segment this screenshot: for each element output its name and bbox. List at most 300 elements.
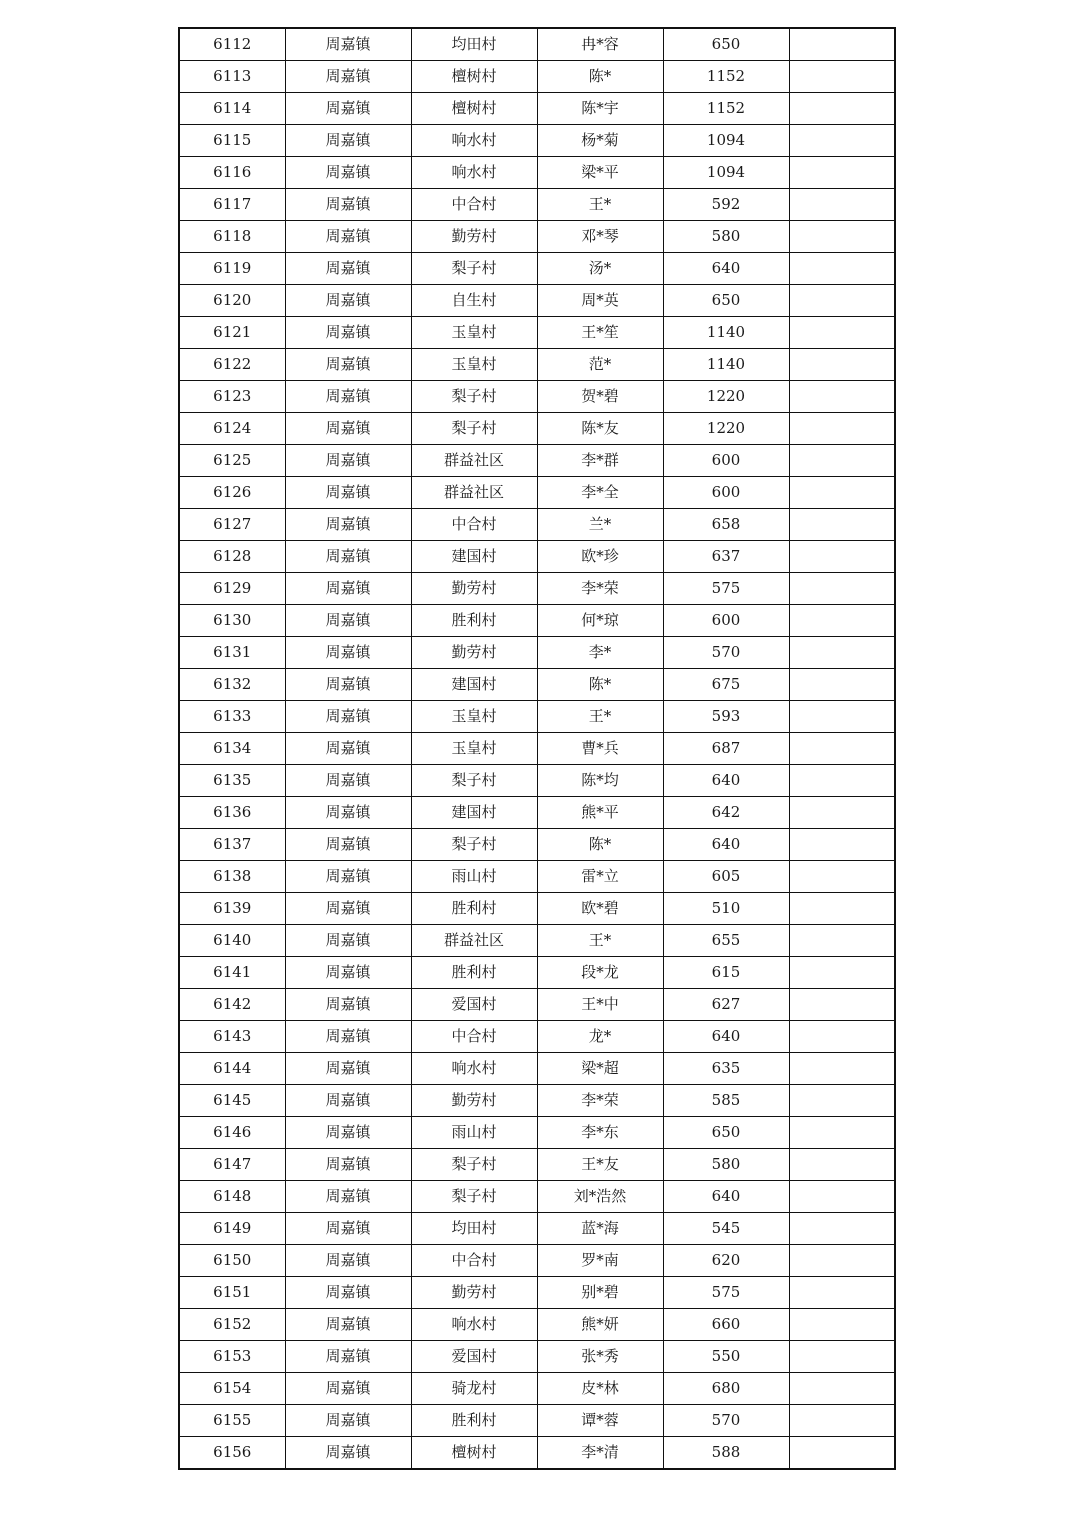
table-row [179, 285, 895, 317]
amount-cell: 1094 [663, 125, 789, 157]
town-cell: 周嘉镇 [285, 925, 411, 957]
row-number-cell: 6153 [179, 1341, 285, 1373]
row-number-cell: 6113 [179, 61, 285, 93]
name-cell: 皮*林 [537, 1373, 663, 1405]
village-cell: 梨子村 [411, 381, 537, 413]
town-cell: 周嘉镇 [285, 573, 411, 605]
note-cell [789, 445, 895, 477]
name-cell: 何*琼 [537, 605, 663, 637]
name-cell: 李*荣 [537, 573, 663, 605]
table-row [179, 253, 895, 285]
name-cell: 罗*南 [537, 1245, 663, 1277]
note-cell [789, 509, 895, 541]
row-number-cell: 6148 [179, 1181, 285, 1213]
town-cell: 周嘉镇 [285, 28, 411, 61]
row-number-cell: 6147 [179, 1149, 285, 1181]
town-cell: 周嘉镇 [285, 253, 411, 285]
name-cell: 熊*妍 [537, 1309, 663, 1341]
amount-cell: 650 [663, 1117, 789, 1149]
name-cell: 贺*碧 [537, 381, 663, 413]
note-cell [789, 1181, 895, 1213]
town-cell: 周嘉镇 [285, 445, 411, 477]
table-row [179, 477, 895, 509]
name-cell: 李* [537, 637, 663, 669]
name-cell: 王*笙 [537, 317, 663, 349]
name-cell: 龙* [537, 1021, 663, 1053]
row-number-cell: 6144 [179, 1053, 285, 1085]
note-cell [789, 189, 895, 221]
amount-cell: 580 [663, 1149, 789, 1181]
note-cell [789, 285, 895, 317]
amount-cell: 640 [663, 829, 789, 861]
row-number-cell: 6156 [179, 1437, 285, 1470]
village-cell: 梨子村 [411, 253, 537, 285]
table-row [179, 989, 895, 1021]
table-row [179, 573, 895, 605]
row-number-cell: 6136 [179, 797, 285, 829]
amount-cell: 635 [663, 1053, 789, 1085]
amount-cell: 600 [663, 605, 789, 637]
village-cell: 建国村 [411, 669, 537, 701]
note-cell [789, 1213, 895, 1245]
village-cell: 檀树村 [411, 1437, 537, 1470]
note-cell [789, 157, 895, 189]
name-cell: 李*荣 [537, 1085, 663, 1117]
amount-cell: 650 [663, 28, 789, 61]
town-cell: 周嘉镇 [285, 1277, 411, 1309]
name-cell: 蓝*海 [537, 1213, 663, 1245]
note-cell [789, 1373, 895, 1405]
table-row [179, 381, 895, 413]
name-cell: 王*中 [537, 989, 663, 1021]
amount-cell: 658 [663, 509, 789, 541]
row-number-cell: 6150 [179, 1245, 285, 1277]
row-number-cell: 6119 [179, 253, 285, 285]
table-row [179, 701, 895, 733]
village-cell: 勤劳村 [411, 573, 537, 605]
table-row [179, 1373, 895, 1405]
amount-cell: 1220 [663, 381, 789, 413]
table-row [179, 445, 895, 477]
table-row [179, 1149, 895, 1181]
name-cell: 范* [537, 349, 663, 381]
village-cell: 群益社区 [411, 925, 537, 957]
table-row [179, 1277, 895, 1309]
village-cell: 玉皇村 [411, 317, 537, 349]
amount-cell: 550 [663, 1341, 789, 1373]
table-row [179, 1021, 895, 1053]
table-row [179, 925, 895, 957]
village-cell: 梨子村 [411, 413, 537, 445]
town-cell: 周嘉镇 [285, 413, 411, 445]
name-cell: 梁*超 [537, 1053, 663, 1085]
amount-cell: 640 [663, 1181, 789, 1213]
name-cell: 陈*友 [537, 413, 663, 445]
village-cell: 梨子村 [411, 1149, 537, 1181]
town-cell: 周嘉镇 [285, 477, 411, 509]
row-number-cell: 6122 [179, 349, 285, 381]
note-cell [789, 61, 895, 93]
town-cell: 周嘉镇 [285, 1085, 411, 1117]
town-cell: 周嘉镇 [285, 541, 411, 573]
village-cell: 勤劳村 [411, 221, 537, 253]
amount-cell: 545 [663, 1213, 789, 1245]
note-cell [789, 765, 895, 797]
village-cell: 群益社区 [411, 477, 537, 509]
village-cell: 檀树村 [411, 61, 537, 93]
village-cell: 爱国村 [411, 989, 537, 1021]
town-cell: 周嘉镇 [285, 1373, 411, 1405]
amount-cell: 510 [663, 893, 789, 925]
name-cell: 杨*菊 [537, 125, 663, 157]
table-row [179, 1341, 895, 1373]
village-cell: 勤劳村 [411, 1277, 537, 1309]
village-cell: 雨山村 [411, 861, 537, 893]
beneficiary-table [178, 27, 896, 1470]
note-cell [789, 317, 895, 349]
town-cell: 周嘉镇 [285, 349, 411, 381]
village-cell: 群益社区 [411, 445, 537, 477]
name-cell: 王* [537, 925, 663, 957]
note-cell [789, 989, 895, 1021]
table-row [179, 1405, 895, 1437]
town-cell: 周嘉镇 [285, 509, 411, 541]
table-row [179, 605, 895, 637]
name-cell: 谭*蓉 [537, 1405, 663, 1437]
table-row [179, 861, 895, 893]
amount-cell: 615 [663, 957, 789, 989]
amount-cell: 575 [663, 573, 789, 605]
row-number-cell: 6120 [179, 285, 285, 317]
row-number-cell: 6152 [179, 1309, 285, 1341]
name-cell: 兰* [537, 509, 663, 541]
table-row [179, 1085, 895, 1117]
note-cell [789, 1021, 895, 1053]
amount-cell: 570 [663, 637, 789, 669]
table-row [179, 1309, 895, 1341]
town-cell: 周嘉镇 [285, 669, 411, 701]
town-cell: 周嘉镇 [285, 1341, 411, 1373]
note-cell [789, 541, 895, 573]
row-number-cell: 6114 [179, 93, 285, 125]
village-cell: 檀树村 [411, 93, 537, 125]
table-row [179, 669, 895, 701]
note-cell [789, 957, 895, 989]
table-row [179, 349, 895, 381]
note-cell [789, 701, 895, 733]
village-cell: 响水村 [411, 1309, 537, 1341]
amount-cell: 600 [663, 477, 789, 509]
row-number-cell: 6143 [179, 1021, 285, 1053]
name-cell: 王*友 [537, 1149, 663, 1181]
row-number-cell: 6141 [179, 957, 285, 989]
row-number-cell: 6124 [179, 413, 285, 445]
amount-cell: 580 [663, 221, 789, 253]
village-cell: 均田村 [411, 28, 537, 61]
amount-cell: 570 [663, 1405, 789, 1437]
town-cell: 周嘉镇 [285, 1245, 411, 1277]
row-number-cell: 6140 [179, 925, 285, 957]
village-cell: 均田村 [411, 1213, 537, 1245]
village-cell: 玉皇村 [411, 349, 537, 381]
row-number-cell: 6118 [179, 221, 285, 253]
note-cell [789, 125, 895, 157]
name-cell: 陈* [537, 61, 663, 93]
name-cell: 陈* [537, 669, 663, 701]
village-cell: 建国村 [411, 541, 537, 573]
name-cell: 雷*立 [537, 861, 663, 893]
name-cell: 王* [537, 701, 663, 733]
amount-cell: 680 [663, 1373, 789, 1405]
row-number-cell: 6129 [179, 573, 285, 605]
town-cell: 周嘉镇 [285, 1117, 411, 1149]
row-number-cell: 6135 [179, 765, 285, 797]
table-row [179, 189, 895, 221]
town-cell: 周嘉镇 [285, 701, 411, 733]
town-cell: 周嘉镇 [285, 317, 411, 349]
row-number-cell: 6115 [179, 125, 285, 157]
town-cell: 周嘉镇 [285, 1149, 411, 1181]
table-row [179, 637, 895, 669]
row-number-cell: 6123 [179, 381, 285, 413]
town-cell: 周嘉镇 [285, 1181, 411, 1213]
row-number-cell: 6116 [179, 157, 285, 189]
note-cell [789, 253, 895, 285]
amount-cell: 1152 [663, 61, 789, 93]
row-number-cell: 6131 [179, 637, 285, 669]
village-cell: 响水村 [411, 125, 537, 157]
row-number-cell: 6137 [179, 829, 285, 861]
table-row [179, 221, 895, 253]
note-cell [789, 829, 895, 861]
town-cell: 周嘉镇 [285, 1213, 411, 1245]
amount-cell: 588 [663, 1437, 789, 1470]
amount-cell: 637 [663, 541, 789, 573]
table-row [179, 541, 895, 573]
town-cell: 周嘉镇 [285, 605, 411, 637]
name-cell: 熊*平 [537, 797, 663, 829]
name-cell: 邓*琴 [537, 221, 663, 253]
note-cell [789, 605, 895, 637]
town-cell: 周嘉镇 [285, 829, 411, 861]
village-cell: 梨子村 [411, 829, 537, 861]
name-cell: 王* [537, 189, 663, 221]
town-cell: 周嘉镇 [285, 733, 411, 765]
note-cell [789, 733, 895, 765]
row-number-cell: 6138 [179, 861, 285, 893]
table-row [179, 1053, 895, 1085]
table-row [179, 1245, 895, 1277]
village-cell: 中合村 [411, 509, 537, 541]
town-cell: 周嘉镇 [285, 1053, 411, 1085]
table-row [179, 61, 895, 93]
amount-cell: 620 [663, 1245, 789, 1277]
note-cell [789, 349, 895, 381]
table-row [179, 157, 895, 189]
table-row [179, 733, 895, 765]
table-row [179, 93, 895, 125]
note-cell [789, 1053, 895, 1085]
village-cell: 爱国村 [411, 1341, 537, 1373]
village-cell: 梨子村 [411, 1181, 537, 1213]
town-cell: 周嘉镇 [285, 125, 411, 157]
village-cell: 玉皇村 [411, 701, 537, 733]
village-cell: 骑龙村 [411, 1373, 537, 1405]
note-cell [789, 925, 895, 957]
name-cell: 冉*容 [537, 28, 663, 61]
name-cell: 李*全 [537, 477, 663, 509]
note-cell [789, 381, 895, 413]
name-cell: 刘*浩然 [537, 1181, 663, 1213]
town-cell: 周嘉镇 [285, 1405, 411, 1437]
village-cell: 中合村 [411, 1021, 537, 1053]
amount-cell: 650 [663, 285, 789, 317]
village-cell: 胜利村 [411, 1405, 537, 1437]
village-cell: 雨山村 [411, 1117, 537, 1149]
row-number-cell: 6146 [179, 1117, 285, 1149]
table-row [179, 957, 895, 989]
name-cell: 李*清 [537, 1437, 663, 1470]
town-cell: 周嘉镇 [285, 221, 411, 253]
note-cell [789, 1117, 895, 1149]
town-cell: 周嘉镇 [285, 893, 411, 925]
note-cell [789, 28, 895, 61]
note-cell [789, 1245, 895, 1277]
name-cell: 陈*均 [537, 765, 663, 797]
village-cell: 胜利村 [411, 957, 537, 989]
note-cell [789, 861, 895, 893]
village-cell: 中合村 [411, 189, 537, 221]
row-number-cell: 6130 [179, 605, 285, 637]
row-number-cell: 6112 [179, 28, 285, 61]
note-cell [789, 797, 895, 829]
note-cell [789, 893, 895, 925]
amount-cell: 592 [663, 189, 789, 221]
note-cell [789, 573, 895, 605]
row-number-cell: 6134 [179, 733, 285, 765]
town-cell: 周嘉镇 [285, 1437, 411, 1470]
row-number-cell: 6155 [179, 1405, 285, 1437]
town-cell: 周嘉镇 [285, 989, 411, 1021]
village-cell: 自生村 [411, 285, 537, 317]
amount-cell: 640 [663, 253, 789, 285]
note-cell [789, 1405, 895, 1437]
name-cell: 周*英 [537, 285, 663, 317]
amount-cell: 1140 [663, 317, 789, 349]
village-cell: 胜利村 [411, 893, 537, 925]
amount-cell: 627 [663, 989, 789, 1021]
village-cell: 中合村 [411, 1245, 537, 1277]
note-cell [789, 1277, 895, 1309]
amount-cell: 642 [663, 797, 789, 829]
village-cell: 响水村 [411, 157, 537, 189]
table-row [179, 125, 895, 157]
row-number-cell: 6132 [179, 669, 285, 701]
note-cell [789, 1341, 895, 1373]
name-cell: 李*群 [537, 445, 663, 477]
table-row [179, 765, 895, 797]
town-cell: 周嘉镇 [285, 797, 411, 829]
table-row [179, 797, 895, 829]
row-number-cell: 6128 [179, 541, 285, 573]
name-cell: 梁*平 [537, 157, 663, 189]
town-cell: 周嘉镇 [285, 1309, 411, 1341]
note-cell [789, 477, 895, 509]
row-number-cell: 6154 [179, 1373, 285, 1405]
village-cell: 勤劳村 [411, 637, 537, 669]
town-cell: 周嘉镇 [285, 157, 411, 189]
town-cell: 周嘉镇 [285, 861, 411, 893]
name-cell: 汤* [537, 253, 663, 285]
village-cell: 响水村 [411, 1053, 537, 1085]
note-cell [789, 413, 895, 445]
note-cell [789, 1437, 895, 1470]
table-row [179, 829, 895, 861]
name-cell: 段*龙 [537, 957, 663, 989]
amount-cell: 585 [663, 1085, 789, 1117]
village-cell: 玉皇村 [411, 733, 537, 765]
table-row [179, 893, 895, 925]
row-number-cell: 6133 [179, 701, 285, 733]
name-cell: 欧*珍 [537, 541, 663, 573]
town-cell: 周嘉镇 [285, 765, 411, 797]
table-row [179, 1117, 895, 1149]
row-number-cell: 6145 [179, 1085, 285, 1117]
amount-cell: 1220 [663, 413, 789, 445]
note-cell [789, 637, 895, 669]
name-cell: 张*秀 [537, 1341, 663, 1373]
name-cell: 陈* [537, 829, 663, 861]
amount-cell: 575 [663, 1277, 789, 1309]
town-cell: 周嘉镇 [285, 1021, 411, 1053]
table-row [179, 509, 895, 541]
note-cell [789, 1085, 895, 1117]
row-number-cell: 6126 [179, 477, 285, 509]
row-number-cell: 6127 [179, 509, 285, 541]
amount-cell: 687 [663, 733, 789, 765]
amount-cell: 640 [663, 765, 789, 797]
row-number-cell: 6142 [179, 989, 285, 1021]
row-number-cell: 6125 [179, 445, 285, 477]
row-number-cell: 6151 [179, 1277, 285, 1309]
amount-cell: 605 [663, 861, 789, 893]
amount-cell: 593 [663, 701, 789, 733]
amount-cell: 640 [663, 1021, 789, 1053]
row-number-cell: 6149 [179, 1213, 285, 1245]
town-cell: 周嘉镇 [285, 61, 411, 93]
row-number-cell: 6139 [179, 893, 285, 925]
town-cell: 周嘉镇 [285, 957, 411, 989]
note-cell [789, 1309, 895, 1341]
town-cell: 周嘉镇 [285, 189, 411, 221]
table-row [179, 1213, 895, 1245]
note-cell [789, 1149, 895, 1181]
row-number-cell: 6117 [179, 189, 285, 221]
name-cell: 李*东 [537, 1117, 663, 1149]
row-number-cell: 6121 [179, 317, 285, 349]
town-cell: 周嘉镇 [285, 637, 411, 669]
note-cell [789, 93, 895, 125]
amount-cell: 675 [663, 669, 789, 701]
table-row [179, 1437, 895, 1470]
town-cell: 周嘉镇 [285, 93, 411, 125]
amount-cell: 1140 [663, 349, 789, 381]
amount-cell: 1152 [663, 93, 789, 125]
table-body [179, 28, 895, 1469]
table-row [179, 1181, 895, 1213]
village-cell: 胜利村 [411, 605, 537, 637]
table-row [179, 413, 895, 445]
